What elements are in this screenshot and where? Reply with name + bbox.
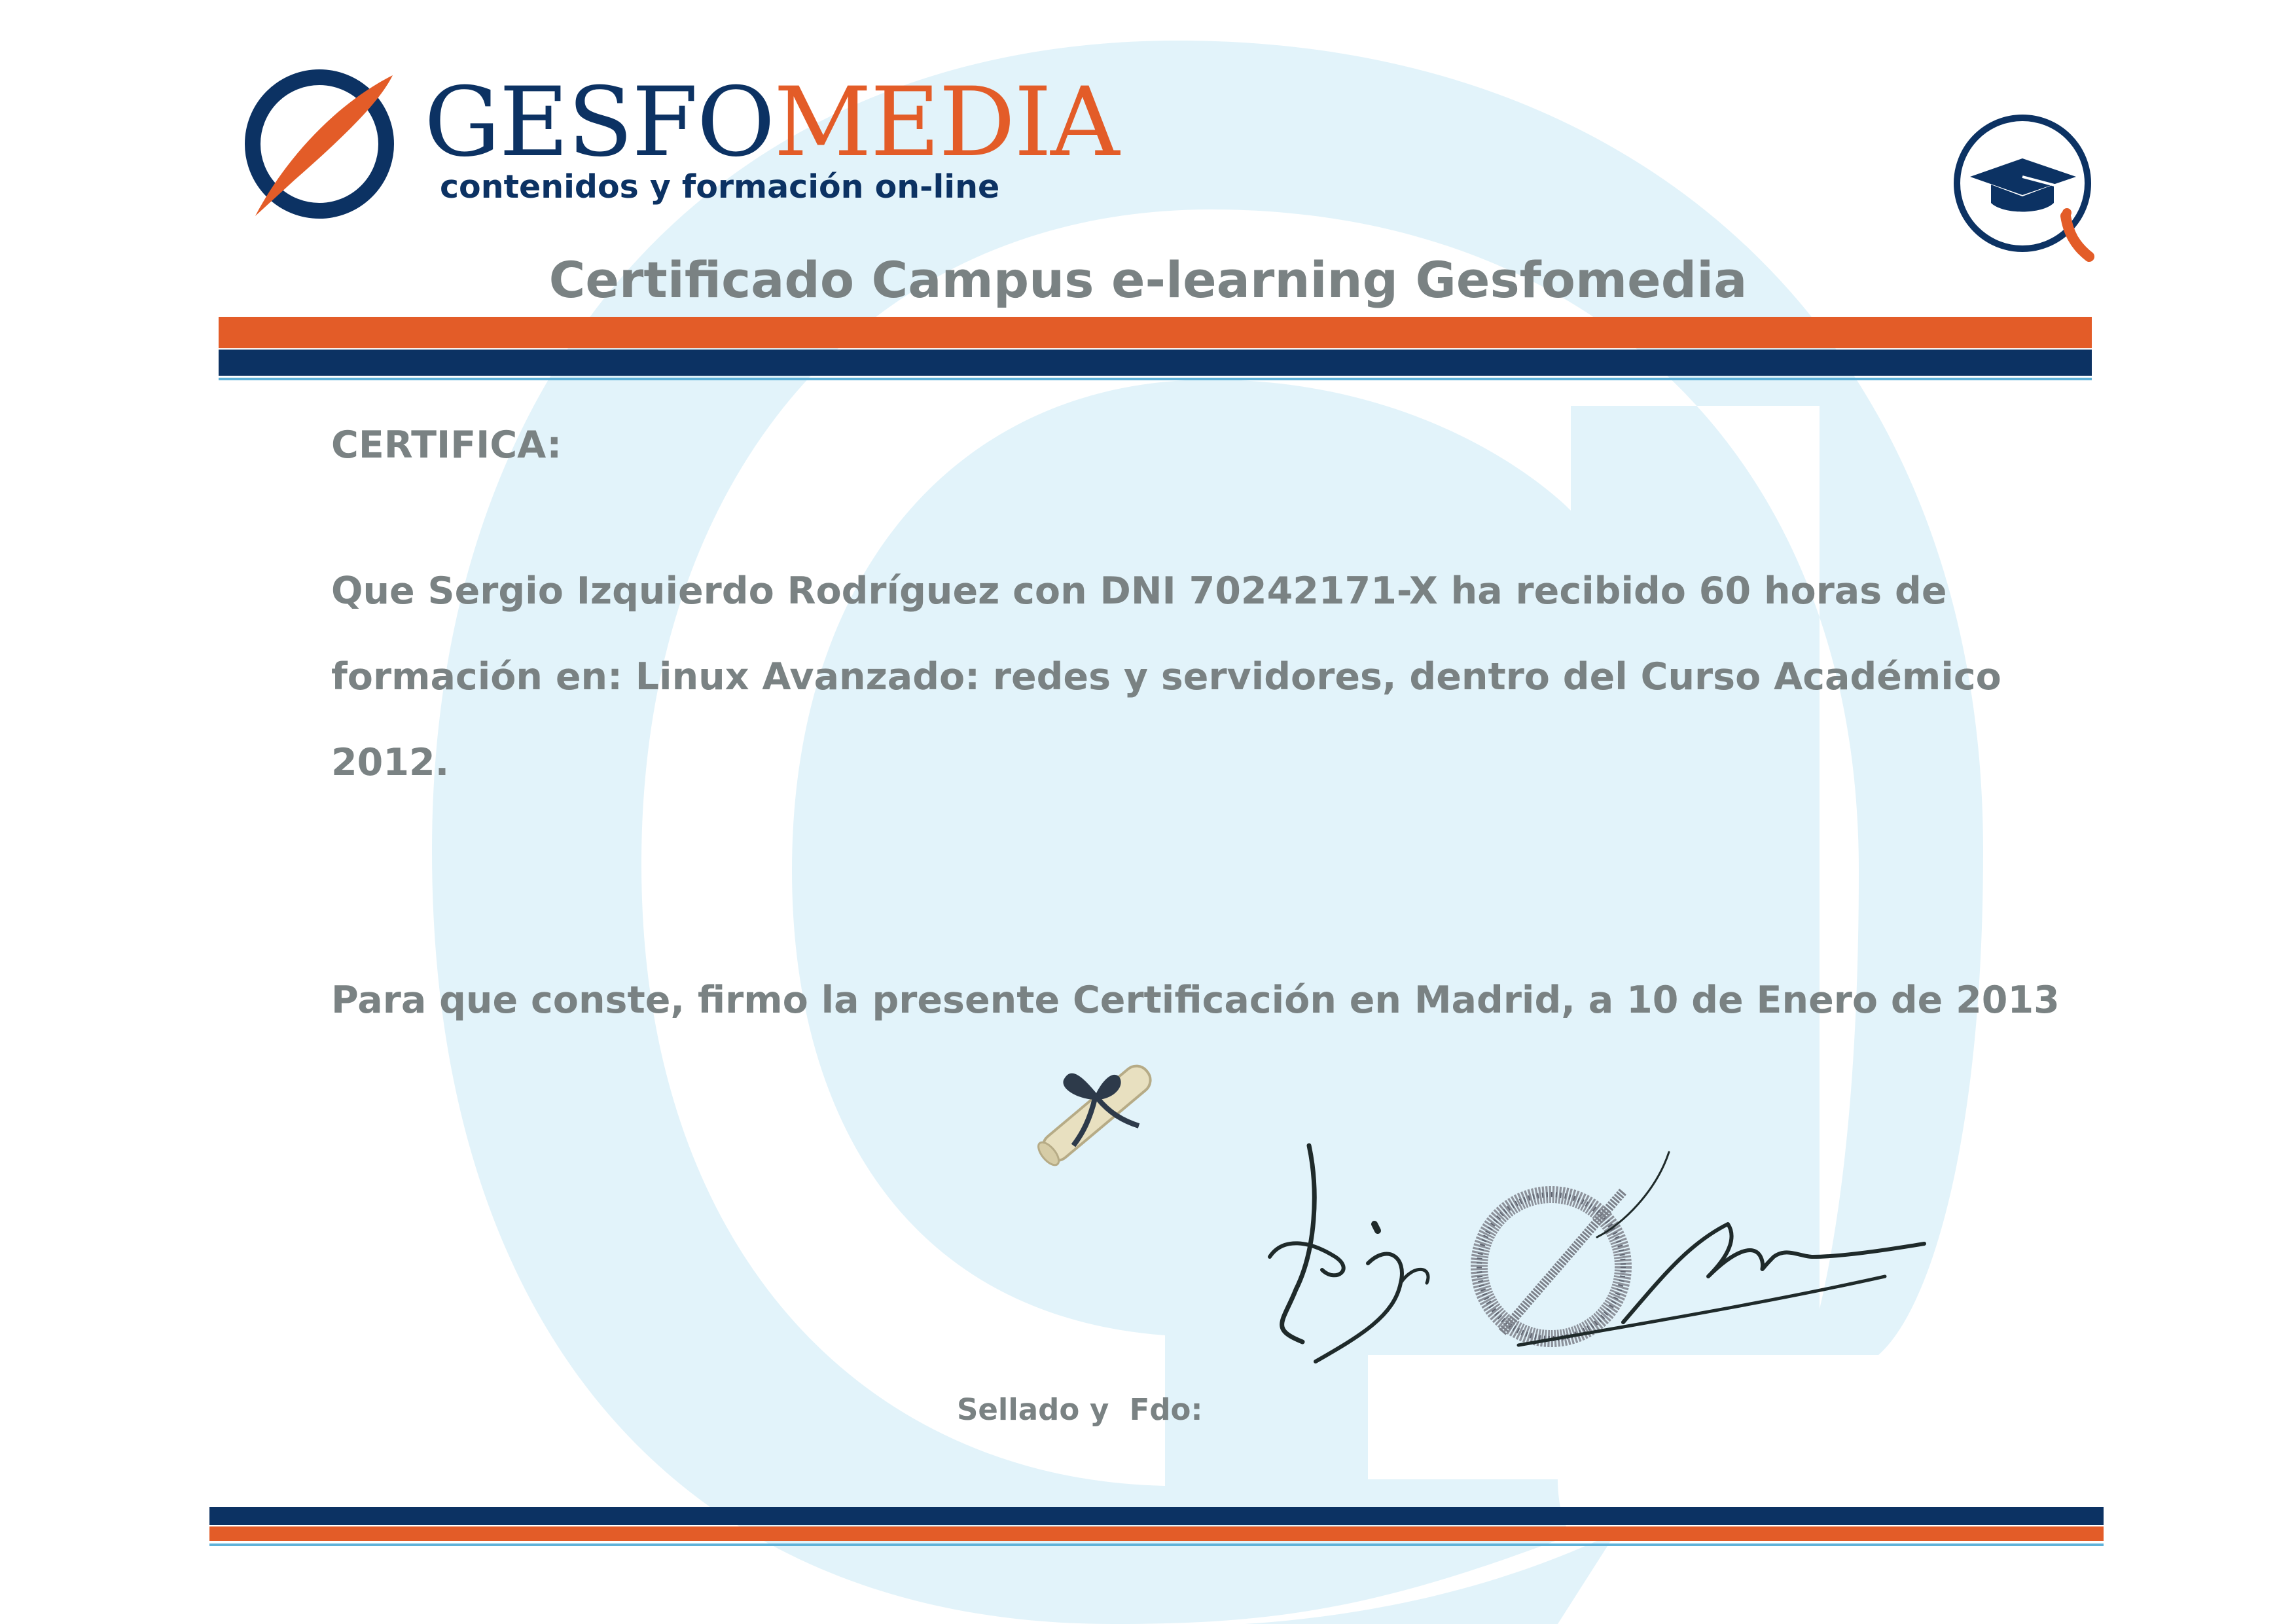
bottom-band-navy [209,1507,2104,1525]
brand-tagline: contenidos y formación on-line [440,168,1000,206]
top-band-orange [219,317,2092,348]
top-band-line [219,378,2092,380]
certifica-heading: CERTIFICA: [331,424,562,467]
bottom-band-orange [209,1526,2104,1541]
certificate-closing: Para que conste, firmo la presente Certificación en Madrid, a 10 de Enero de 2013 [331,979,2060,1022]
diploma-scroll-icon [1018,1047,1175,1178]
gesfomedia-logo-icon [242,62,403,223]
certificate-title: Certificado Campus e-learning Gesfomedia [548,251,1748,309]
signature-label: Sellado y Fdo: [957,1392,1203,1427]
top-band-navy [219,350,2092,376]
handwritten-signature [1257,1126,1964,1375]
graduation-cap-icon [1950,111,2108,268]
bottom-band-line [209,1543,2104,1546]
certificate-body: Que Sergio Izquierdo Rodríguez con DNI 70242171-X ha recibido 60 horas de formación en: Linux Avanzado: redes y servidores, dentro del Curso Académico 2012. [331,569,2001,784]
brand-name-gesfo: GESFO [424,67,774,178]
brand-name-media: MEDIA [774,67,1119,178]
brand-name [424,67,1119,178]
